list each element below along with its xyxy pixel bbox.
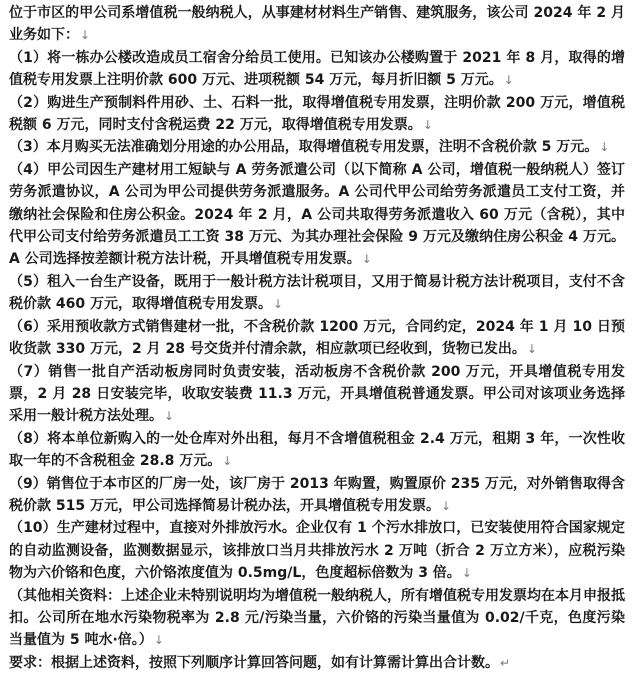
- paragraph-item-6: [9, 316, 625, 361]
- line-break-mark: ↓: [461, 566, 472, 581]
- paragraph-other-info: [9, 585, 625, 652]
- paragraph-text: （7）销售一批自产活动板房同时负责安装，活动板房不含税价款 200 万元，开具增值税专用发票，2 月 28 日安装完毕，收取安装费 11.3 万元，开具增值税普通发票。甲公司对该项业务选择采用一般计税方法处理。: [9, 363, 625, 425]
- line-break-mark: ↓: [440, 498, 452, 513]
- paragraph-text: 位于市区的甲公司系增值税一般纳税人，从事建材材料生产销售、建筑服务，该公司 2024 年 2 月业务如下：: [9, 5, 625, 44]
- paragraph-end-mark: ↵: [500, 655, 511, 670]
- paragraph-item-2: [9, 92, 625, 137]
- paragraph-text: （1）将一栋办公楼改造成员工宿舍分给员工使用。已知该办公楼购置于 2021 年 8 月，取得的增值税专用发票上注明价款 600 万元、进项税额 54 万元，每月折旧额 5 万元。: [9, 49, 625, 89]
- paragraph-item-9: [9, 473, 625, 518]
- line-break-mark: ↓: [80, 28, 91, 43]
- paragraph-item-1: [9, 47, 625, 92]
- paragraph-item-8: [9, 428, 625, 473]
- line-break-mark: ↓: [153, 633, 164, 648]
- paragraph-text: （3）本月购买无法准确划分用途的办公用品，取得增值税专用发票，注明不含税价款 5 万元。: [9, 139, 599, 156]
- paragraph-text: （2）购进生产预制料件用砂、土、石料一批，取得增值税专用发票，注明价款 200 万元，增值税税额 6 万元，同时支付含税运费 22 万元，取得增值税专用发票。: [9, 94, 625, 134]
- line-break-mark: ↓: [599, 140, 610, 155]
- line-break-mark: ↓: [222, 454, 233, 469]
- line-break-mark: ↓: [422, 118, 433, 133]
- paragraph-text: 要求：根据上述资料，按照下列顺序计算回答问题，如有计算需计算出合计数。: [9, 654, 499, 671]
- paragraph-requirement: [9, 652, 625, 674]
- paragraph-item-5: [9, 271, 625, 316]
- paragraph-intro: [9, 2, 625, 47]
- line-break-mark: ↓: [361, 252, 372, 267]
- line-break-mark: ↓: [164, 409, 175, 424]
- line-break-mark: ↓: [526, 342, 537, 357]
- line-break-mark: ↓: [272, 297, 284, 312]
- paragraph-text: （其他相关资料：上述企业未特别说明均为增值税一般纳税人，所有增值税专用发票均在本月申报抵扣。公司所在地水污染物税率为 2.8 元/污染当量，六价铬的污染当量值为 0.02/千克，色度污染当量值为 5 吨水·倍。）: [9, 587, 625, 649]
- line-break-mark: ↓: [503, 73, 514, 88]
- paragraph-text: （10）生产建材过程中，直接对外排放污水。企业仅有 1 个污水排放口，已安装使用符合国家规定的自动监测设备，监测数据显示，该排放口当月共排放污水 2 万吨（折合 2 万立方米），应税污染物为六价铬和色度，六价铬浓度值为 0.5mg/L，色度超标倍数为 3 倍。: [9, 520, 625, 582]
- paragraph-item-3: [9, 136, 625, 158]
- paragraph-item-7: [9, 361, 625, 428]
- paragraph-item-4: [9, 159, 625, 271]
- paragraph-text: （9）销售位于本市区的厂房一处，该厂房于 2013 年购置，购置原价 235 万元，对外销售取得含税价款 515 万元，甲公司选择简易计税办法，开具增值税专用发票。: [9, 475, 625, 514]
- paragraph-item-10: [9, 517, 625, 584]
- paragraph-text: （8）将本单位新购入的一处仓库对外出租，每月不含增值税租金 2.4 万元，租期 3 年，一次性收取一年的不含税租金 28.8 万元。: [9, 430, 625, 470]
- paragraph-text: （5）租入一台生产设备，既用于一般计税方法计税项目，又用于简易计税方法计税项目，支付不含税价款 460 万元，取得增值税专用发票。: [9, 273, 625, 313]
- paragraph-text: （4）甲公司因生产建材用工短缺与 A 劳务派遣公司（以下简称 A 公司，增值税一般纳税人）签订劳务派遣协议，A 公司为甲公司提供劳务派遣服务。A 公司代甲公司给劳务派遣员工支付工资，并缴纳社会保险和住房公积金。2024 年 2 月，A 公司共取得劳务派遣收入 60 万元（含税），其中代甲公司支付给劳务派遣员工工资 38 万元、为其办理社会保险 9 万元及缴纳住房公积金 4 万元。A 公司选择按差额计税方法计税，开具增值税专用发票。: [9, 161, 625, 268]
- paragraph-text: （6）采用预收款方式销售建材一批，不含税价款 1200 万元，合同约定，2024 年 1 月 10 日预收货款 330 万元，2 月 28 号交货并付清余款，相应款项已经收到，货物已发出。: [9, 318, 625, 358]
- document-body: [9, 2, 625, 674]
